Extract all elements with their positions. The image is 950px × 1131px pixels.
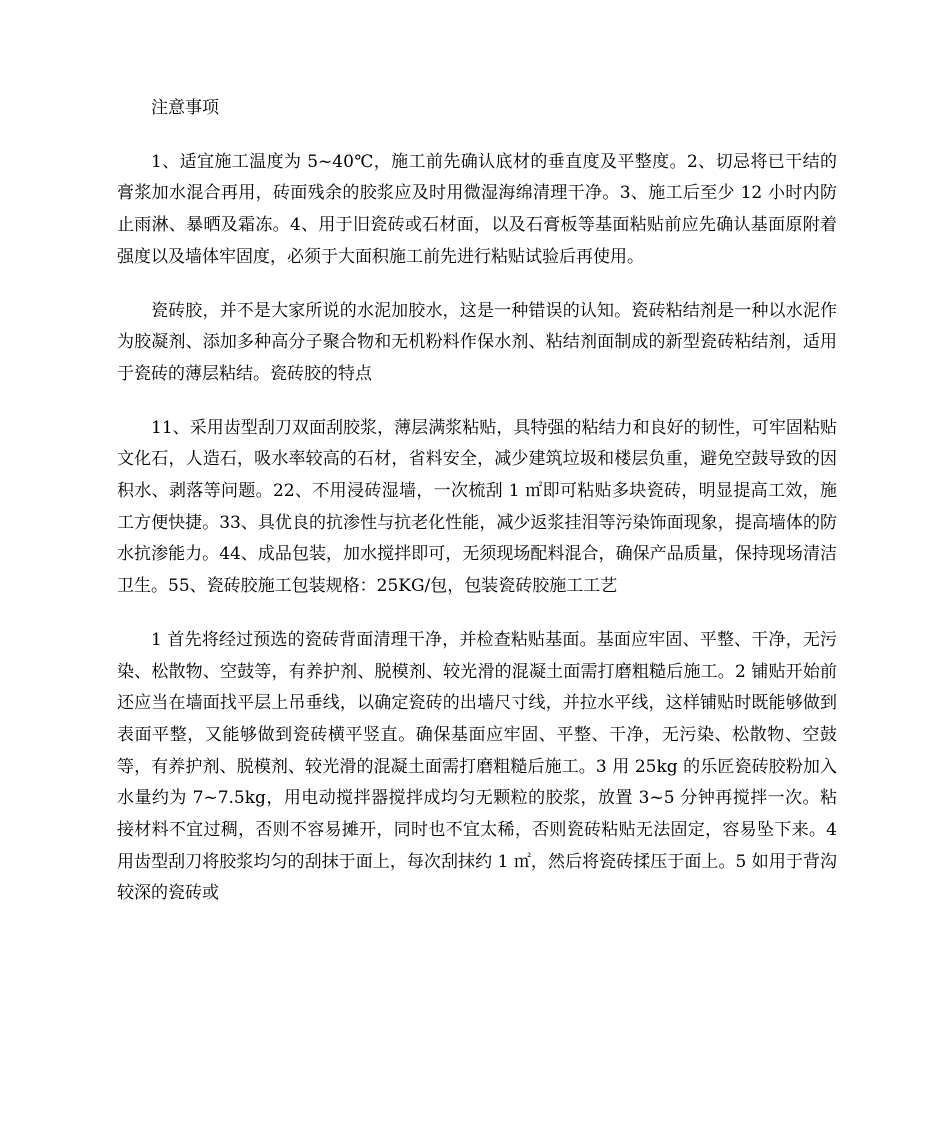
paragraph-precautions: 1、适宜施工温度为 5~40℃，施工前先确认底材的垂直度及平整度。2、切忌将已干结的膏浆加水混合再用，砖面残余的胶浆应及时用微湿海绵清理干净。3、施工后至少 12 小时内防止雨淋、暴晒及霜冻。4、用于旧瓷砖或石材面，以及石膏板等基面粘贴前应先确认基面原附着强度以及墙体牢固度，必须于大面积施工前先进行粘贴试验后再使用。 bbox=[117, 151, 837, 267]
paragraph-features: 11、采用齿型刮刀双面刮胶浆，薄层满浆粘贴，具特强的粘结力和良好的韧性，可牢固粘贴文化石，人造石，吸水率较高的石材，省料安全，减少建筑垃圾和楼层负重，避免空鼓导致的因积水、剥落等问题。22、不用浸砖湿墙，一次梳刮 1 ㎡即可粘贴多块瓷砖，明显提高工效，施工方便快捷。33、具优良的抗渗性与抗老化性能，减少返浆挂泪等污染饰面现象，提高墙体的防水抗渗能力。44、成品包装，加水搅拌即可，无须现场配料混合，确保产品质量，保持现场清洁卫生。55、瓷砖胶施工包装规格：25KG/包，包装瓷砖胶施工工艺 bbox=[117, 417, 837, 597]
paragraph-construction-process: 1 首先将经过预选的瓷砖背面清理干净，并检查粘贴基面。基面应牢固、平整、干净，无污染、松散物、空鼓等，有养护剂、脱模剂、较光滑的混凝土面需打磨粗糙后施工。2 铺贴开始前还应当在墙面找平层上吊垂线，以确定瓷砖的出墙尺寸线，并拉水平线，这样铺贴时既能够做到表面平整，又能够做到瓷砖横平竖直。确保基面应牢固、平整、干净，无污染、松散物、空鼓等，有养护剂、脱模剂、较光滑的混凝土面需打磨粗糙后施工。3 用 25kg 的乐匠瓷砖胶粉加入水量约为 7~7.5kg，用电动搅拌器搅拌成均匀无颗粒的胶浆，放置 3~5 分钟再搅拌一次。粘接材料不宜过稠，否则不容易摊开，同时也不宜太稀，否则瓷砖粘贴无法固定，容易坠下来。4 用齿型刮刀将胶浆均匀的刮抹于面上，每次刮抹约 1 ㎡，然后将瓷砖揉压于面上。5 如用于背沟较深的瓷砖或 bbox=[117, 629, 837, 904]
paragraph-tile-adhesive-intro: 瓷砖胶，并不是大家所说的水泥加胶水，这是一种错误的认知。瓷砖粘结剂是一种以水泥作为胶凝剂、添加多种高分子聚合物和无机粉料作保水剂、粘结剂面制成的新型瓷砖粘结剂，适用于瓷砖的薄层粘结。瓷砖胶的特点 bbox=[117, 300, 837, 384]
document-body bbox=[117, 93, 837, 932]
section-heading: 注意事项 bbox=[151, 98, 219, 118]
